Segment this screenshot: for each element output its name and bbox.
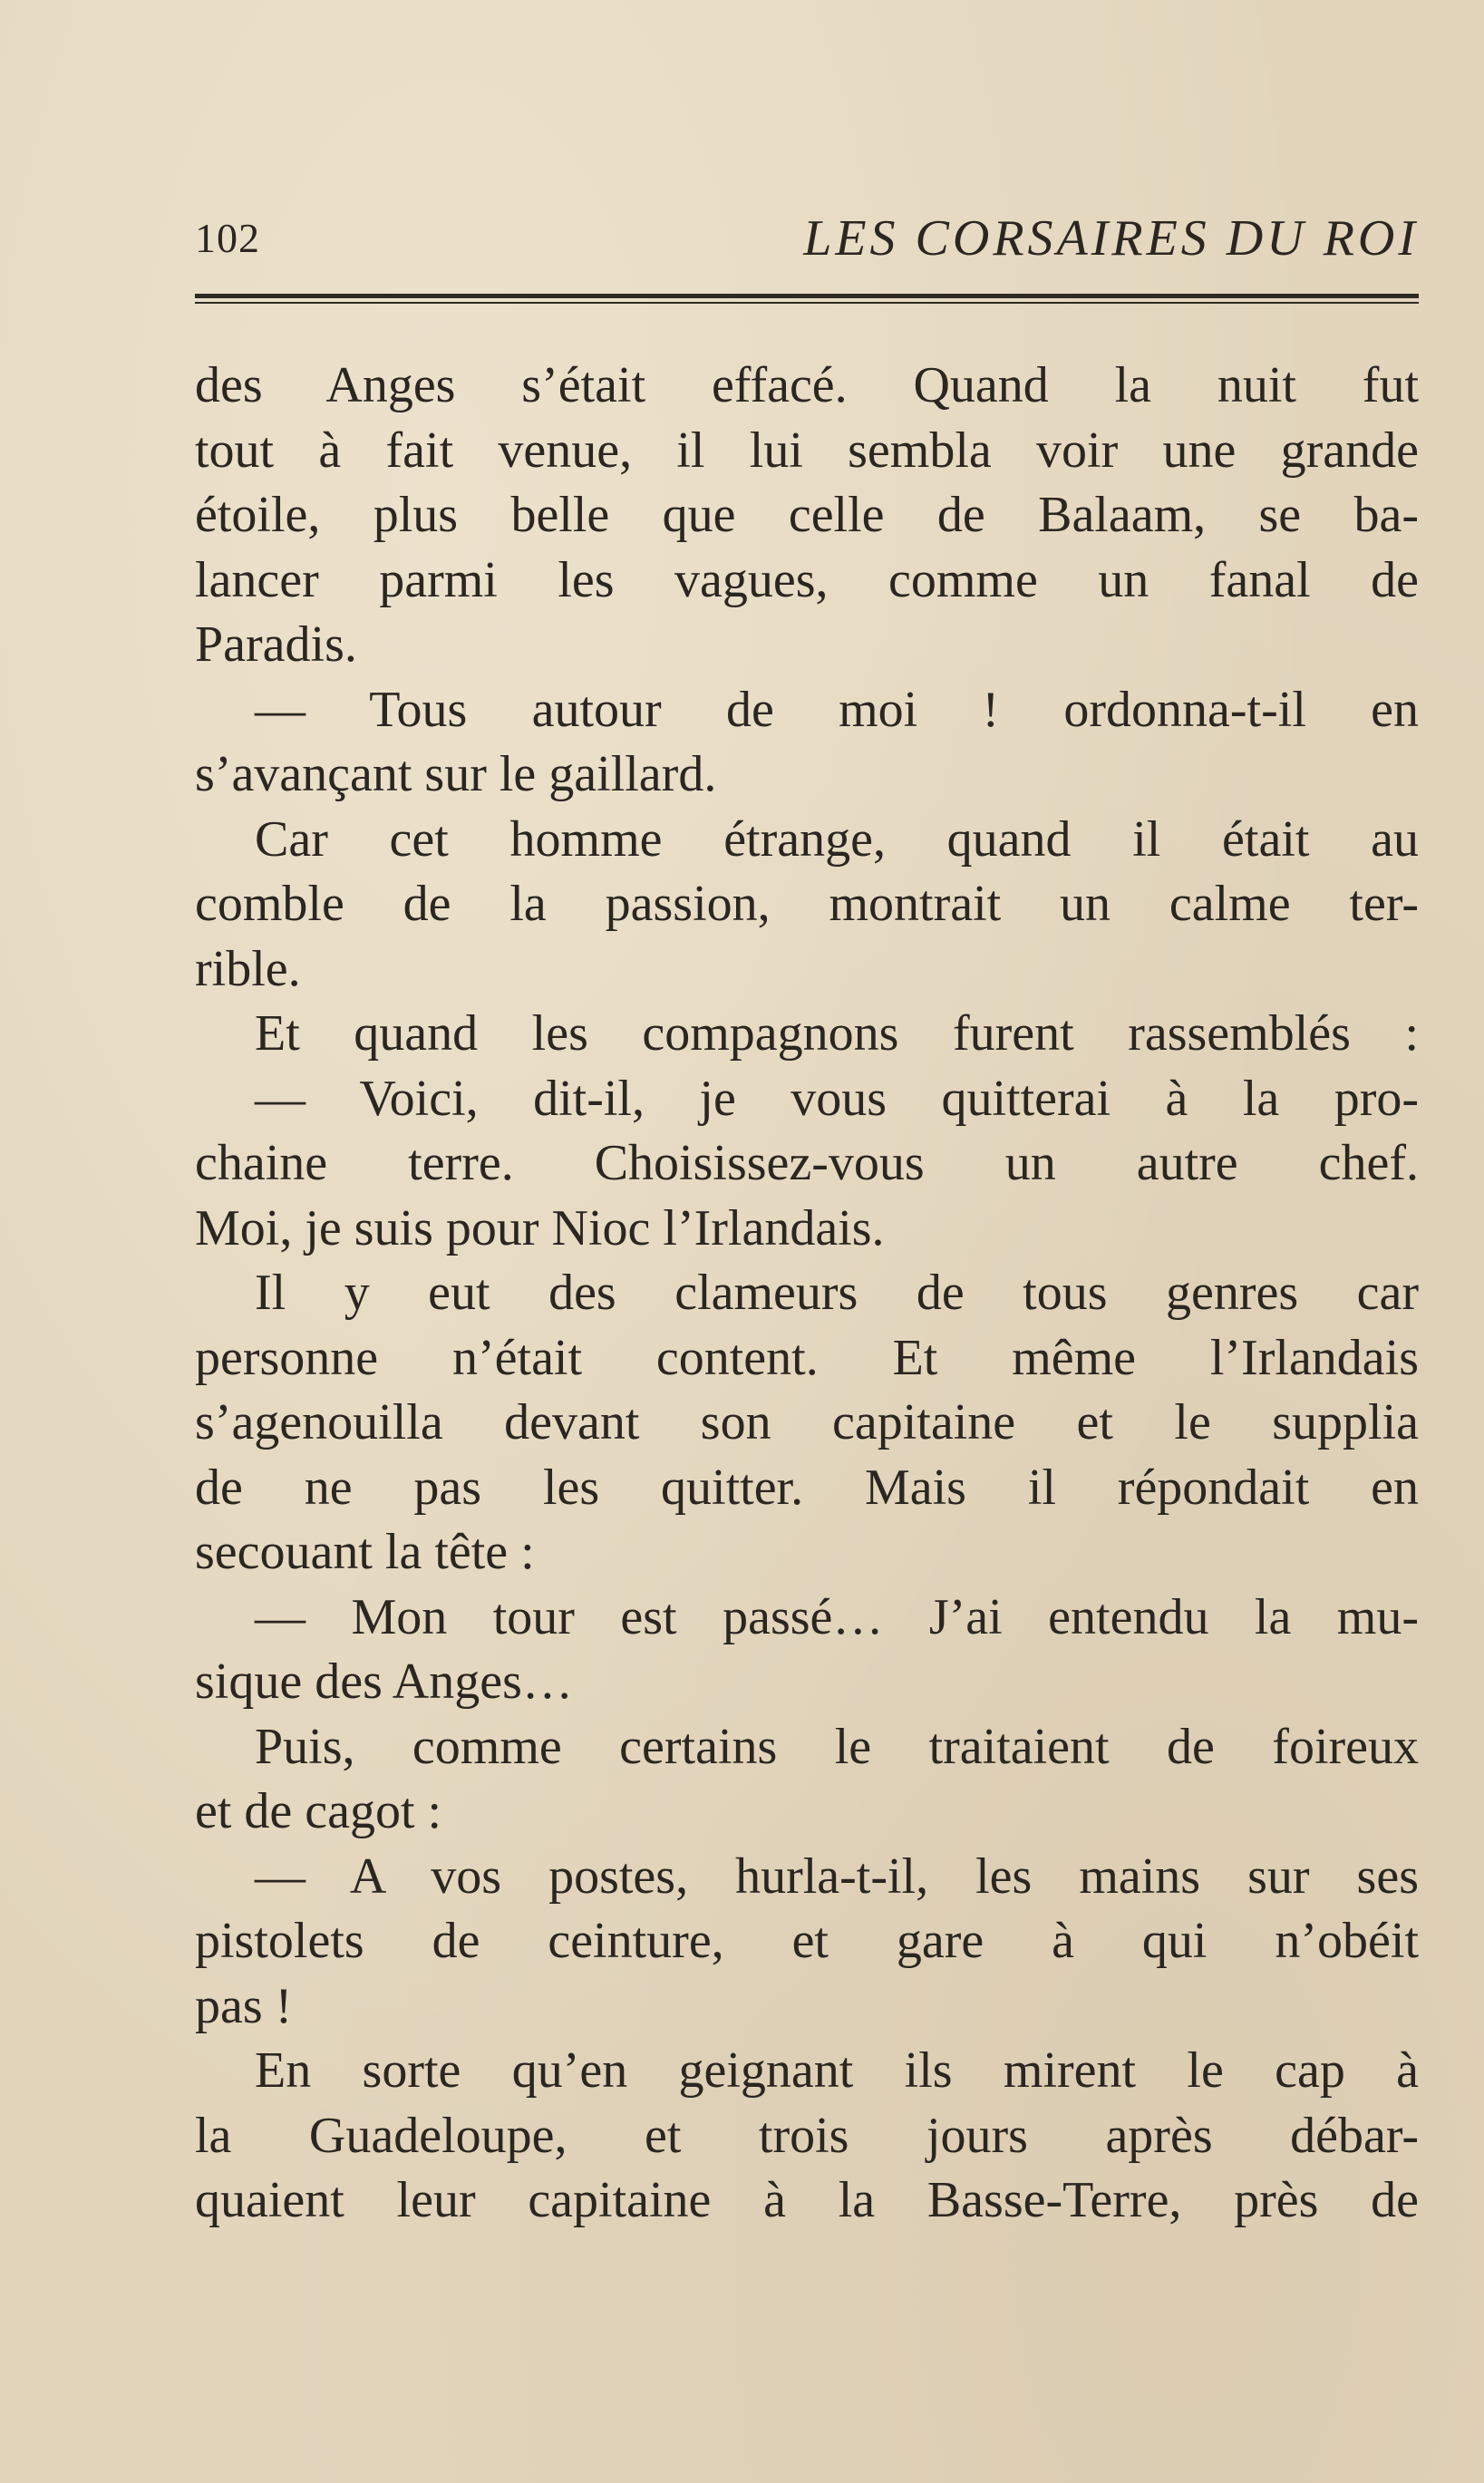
text-line: secouant la tête : (195, 1524, 535, 1580)
text-line: — A vos postes, hurla-t-il, les mains sur ses (255, 1848, 1419, 1905)
text-line: lancer parmi les vagues, comme un fanal de (195, 551, 1419, 608)
text-line: Et quand les compagnons furent rassemblés : (255, 1005, 1419, 1062)
text-line: Paradis. (195, 616, 357, 673)
text-line: s’avançant sur le gaillard. (195, 746, 717, 802)
text-line: chaine terre. Choisissez-vous un autre chef. (195, 1135, 1419, 1191)
text-line: des Anges s’était effacé. Quand la nuit fut (195, 357, 1419, 413)
text-line: rible. (195, 940, 301, 997)
text-line: de ne pas les quitter. Mais il répondait en (195, 1459, 1419, 1516)
header-rule (195, 294, 1419, 304)
text-line: — Mon tour est passé… J’ai entendu la mu- (255, 1588, 1419, 1645)
running-header (195, 207, 1419, 270)
text-line: — Tous autour de moi ! ordonna-t-il en (255, 681, 1419, 738)
text-line: — Voici, dit-il, je vous quitterai à la pro- (255, 1070, 1419, 1127)
text-line: quaient leur capitaine à la Basse-Terre, près de (195, 2172, 1419, 2228)
body-text (195, 354, 1419, 2234)
text-line: comble de la passion, montrait un calme ter- (195, 876, 1419, 932)
text-line: Puis, comme certains le traitaient de foireux (255, 1718, 1419, 1775)
text-line: personne n’était content. Et même l’Irlandais (195, 1329, 1419, 1386)
text-line: la Guadeloupe, et trois jours après débar- (195, 2107, 1419, 2164)
text-line: En sorte qu’en geignant ils mirent le cap à (255, 2042, 1419, 2099)
text-line: tout à fait venue, il lui sembla voir une grande (195, 422, 1419, 479)
text-line: étoile, plus belle que celle de Balaam, se ba- (195, 487, 1419, 543)
text-line: et de cagot : (195, 1783, 442, 1839)
running-title: LES CORSAIRES DU ROI (803, 210, 1419, 267)
text-line: Il y eut des clameurs de tous genres car (255, 1265, 1419, 1321)
text-line: pistolets de ceinture, et gare à qui n’obéit (195, 1913, 1419, 1969)
page-number: 102 (195, 215, 260, 261)
text-line: Moi, je suis pour Nioc l’Irlandais. (195, 1199, 885, 1256)
text-line: Car cet homme étrange, quand il était au (255, 810, 1419, 868)
text-line: pas ! (195, 1977, 293, 2034)
text-line: sique des Anges… (195, 1654, 573, 1710)
text-line: s’agenouilla devant son capitaine et le supplia (195, 1394, 1419, 1450)
